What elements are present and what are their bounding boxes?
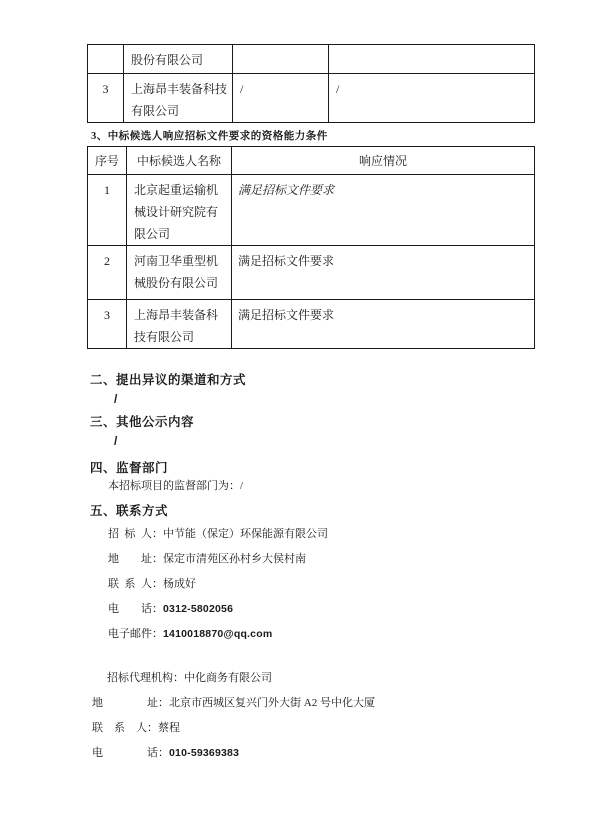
section-objection-content: / xyxy=(114,392,118,406)
agency-person-label: 联 系 人： xyxy=(92,722,158,734)
tenderer-contact-block xyxy=(108,522,328,647)
section-supervision-content: 本招标项目的监督部门为：/ xyxy=(108,480,244,492)
tenderer-person-line xyxy=(108,572,328,597)
agency-contact-block xyxy=(92,666,375,766)
ranking-row3-name: 上海昂丰装备科技有限公司 xyxy=(124,74,233,123)
ranking-row3-no: 3 xyxy=(88,74,124,123)
tenderer-person-label: 联 系 人： xyxy=(108,578,163,590)
qual-row3-name: 上海昂丰装备科技有限公司 xyxy=(127,300,232,349)
table-row xyxy=(88,74,535,123)
ranking-table xyxy=(87,44,535,123)
qual-row2-no: 2 xyxy=(88,246,127,300)
table-row xyxy=(88,45,535,74)
ranking-carry-col3 xyxy=(233,45,329,74)
ranking-row3-col3: / xyxy=(233,74,329,123)
tenderer-address-line xyxy=(108,547,328,572)
qual-row3-no: 3 xyxy=(88,300,127,349)
tenderer-address-value: 保定市清苑区孙村乡大侯村南 xyxy=(163,553,306,565)
tenderer-email-label: 电子邮件： xyxy=(108,628,163,640)
section-other-heading: 三、其他公示内容 xyxy=(90,415,195,429)
agency-name-value: 中化商务有限公司 xyxy=(184,672,272,684)
tenderer-phone-label: 电 话： xyxy=(108,603,163,615)
section-other-content: / xyxy=(114,434,118,448)
col-header-candidate: 中标候选人名称 xyxy=(127,147,232,175)
tenderer-name-line xyxy=(108,522,328,547)
agency-address-line xyxy=(92,691,375,716)
agency-name-label: 招标代理机构： xyxy=(107,672,184,684)
agency-address-label: 地 址： xyxy=(92,697,169,709)
agency-person-value: 蔡程 xyxy=(158,722,180,734)
ranking-row3-col4: / xyxy=(329,74,535,123)
qualification-heading: 3、中标候选人响应招标文件要求的资格能力条件 xyxy=(91,131,328,142)
tenderer-name-value: 中节能（保定）环保能源有限公司 xyxy=(163,528,328,540)
agency-phone-label: 电 话： xyxy=(92,747,169,759)
table-row xyxy=(88,246,535,300)
section-contact-heading: 五、联系方式 xyxy=(90,504,169,518)
tenderer-email-line xyxy=(108,622,328,647)
agency-name-line xyxy=(107,666,375,691)
col-header-seq: 序号 xyxy=(88,147,127,175)
table-row xyxy=(88,175,535,246)
ranking-carry-name: 股份有限公司 xyxy=(124,45,233,74)
table-header-row xyxy=(88,147,535,175)
ranking-carry-no xyxy=(88,45,124,74)
qual-row1-response: 满足招标文件要求 xyxy=(232,175,535,246)
table-row xyxy=(88,300,535,349)
agency-phone-value: 010-59369383 xyxy=(169,747,240,759)
col-header-response: 响应情况 xyxy=(232,147,535,175)
agency-address-value: 北京市西城区复兴门外大街 A2 号中化大厦 xyxy=(169,697,375,709)
section-objection-heading: 二、提出异议的渠道和方式 xyxy=(90,373,247,387)
tenderer-person-value: 杨成好 xyxy=(163,578,196,590)
tenderer-phone-line xyxy=(108,597,328,622)
ranking-carry-col4 xyxy=(329,45,535,74)
qual-row3-response: 满足招标文件要求 xyxy=(232,300,535,349)
qual-row1-no: 1 xyxy=(88,175,127,246)
tenderer-name-label: 招 标 人： xyxy=(108,528,163,540)
qual-row2-name: 河南卫华重型机械股份有限公司 xyxy=(127,246,232,300)
tenderer-email-value: 1410018870@qq.com xyxy=(163,628,273,640)
qual-row2-response: 满足招标文件要求 xyxy=(232,246,535,300)
tenderer-address-label: 地 址： xyxy=(108,553,163,565)
qual-row1-name: 北京起重运输机械设计研究院有限公司 xyxy=(127,175,232,246)
agency-phone-line xyxy=(92,741,375,766)
agency-person-line xyxy=(92,716,375,741)
qualification-table xyxy=(87,146,535,349)
section-supervision-heading: 四、监督部门 xyxy=(90,461,169,475)
tenderer-phone-value: 0312-5802056 xyxy=(163,603,234,615)
